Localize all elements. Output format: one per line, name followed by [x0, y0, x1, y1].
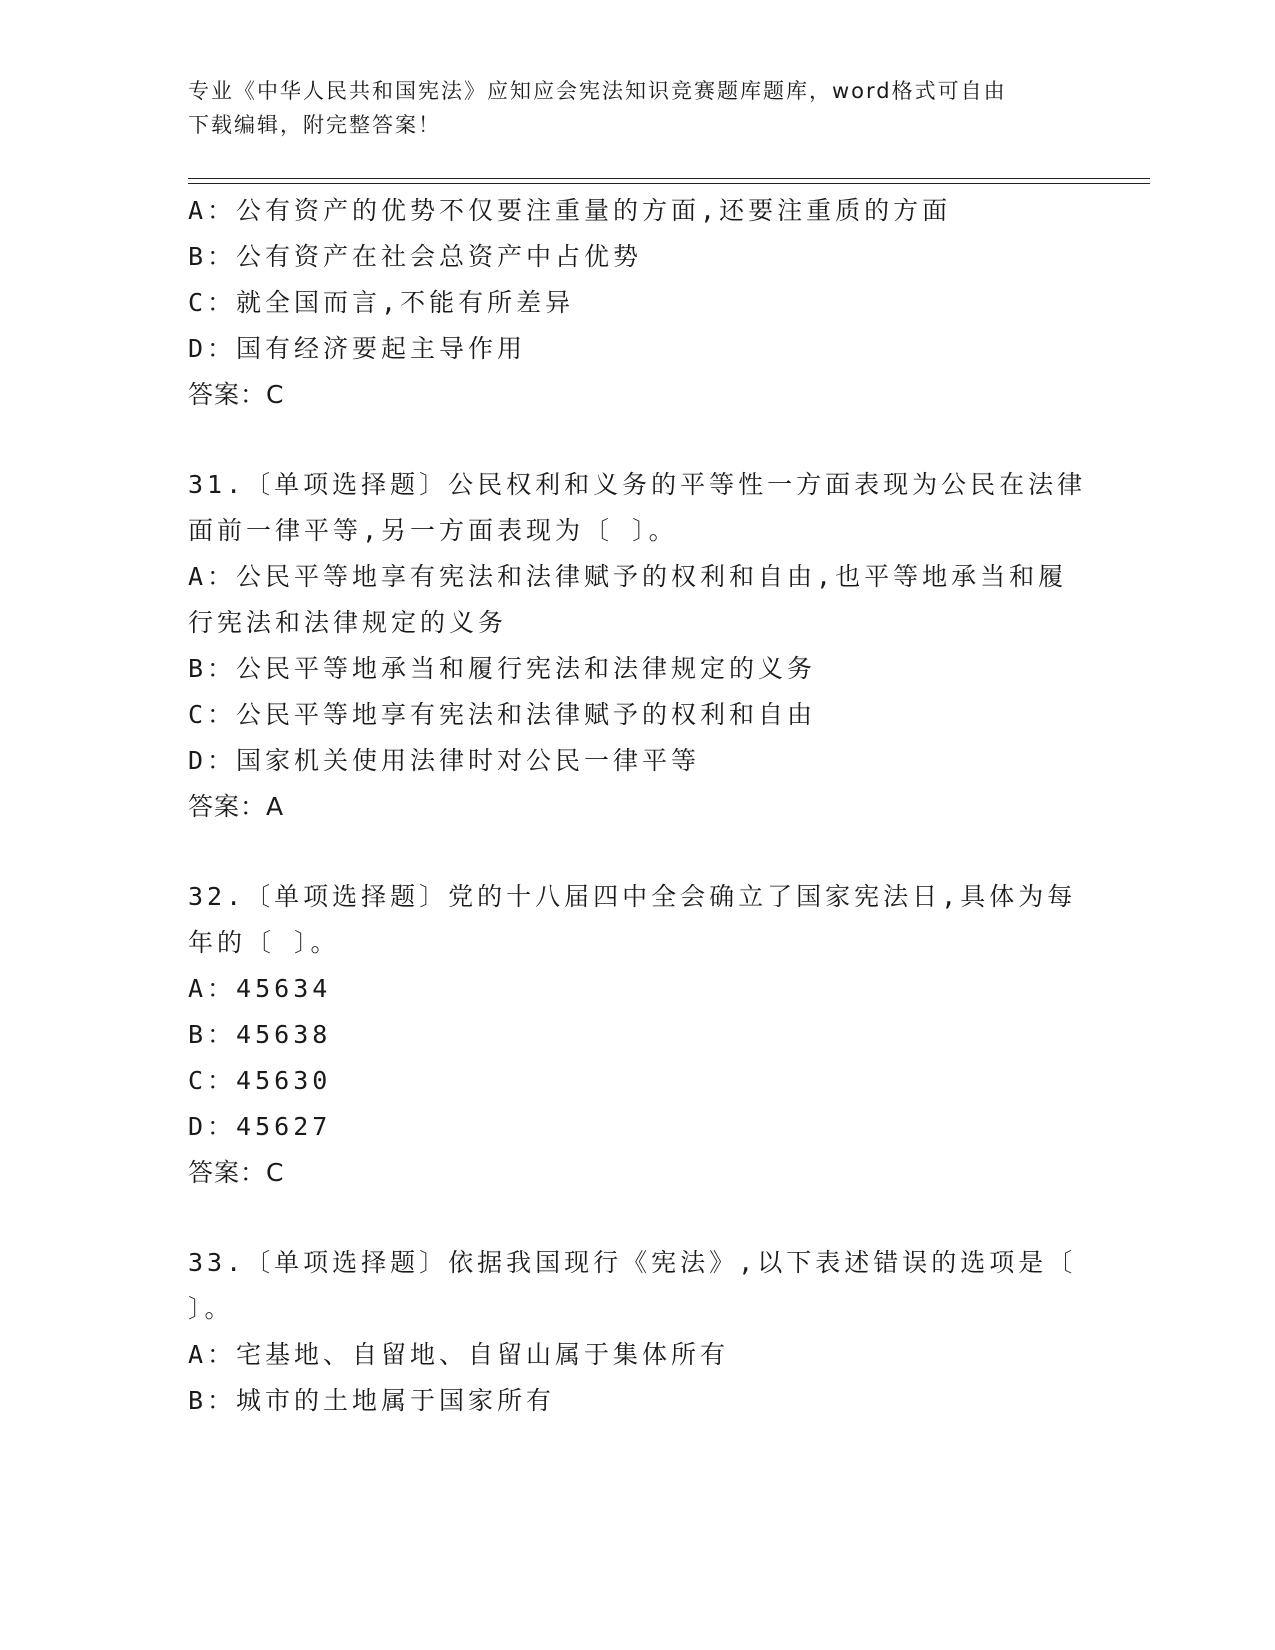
header-line-2: 下载编辑，附完整答案！: [188, 113, 441, 137]
question-33: [188, 1240, 1088, 1424]
header-line-1: 专业《中华人民共和国宪法》应知应会宪法知识竞赛题库题库，word格式可自由: [188, 79, 1007, 103]
option-a: A：宅基地、自留地、自留山属于集体所有: [188, 1340, 730, 1369]
question-31: [188, 462, 1088, 830]
question-stem-cont: 年的〔 〕。: [188, 928, 340, 957]
option-d: D：国有经济要起主导作用: [188, 334, 527, 363]
option-b: B：公民平等地承当和履行宪法和法律规定的义务: [188, 654, 817, 683]
option-b: B：公有资产在社会总资产中占优势: [188, 242, 643, 271]
question-list: [188, 188, 1088, 1424]
spacer: [188, 1196, 1088, 1240]
option-a-cont: 行宪法和法律规定的义务: [188, 608, 508, 637]
question-30: [188, 188, 1088, 418]
option-a: A：公有资产的优势不仅要注重量的方面,还要注重质的方面: [188, 196, 952, 225]
spacer: [188, 418, 1088, 462]
question-stem: 32.〔单项选择题〕党的十八届四中全会确立了国家宪法日,具体为每: [188, 882, 1077, 911]
option-d: D：国家机关使用法律时对公民一律平等: [188, 746, 701, 775]
option-c: C：公民平等地享有宪法和法律赋予的权利和自由: [188, 700, 817, 729]
option-c: C：就全国而言,不能有所差异: [188, 288, 575, 317]
answer: 答案：A: [188, 792, 285, 821]
option-b: B：45638: [188, 1020, 332, 1049]
question-stem: 33.〔单项选择题〕依据我国现行《宪法》,以下表述错误的选项是〔: [188, 1248, 1077, 1277]
answer: 答案：C: [188, 1158, 285, 1187]
question-stem-cont: 〕。: [188, 1294, 234, 1323]
option-a: A：公民平等地享有宪法和法律赋予的权利和自由,也平等地承当和履: [188, 562, 1068, 591]
option-a: A：45634: [188, 974, 332, 1003]
answer: 答案：C: [188, 380, 285, 409]
spacer: [188, 830, 1088, 874]
document-header: [188, 74, 1088, 142]
option-c: C：45630: [188, 1066, 332, 1095]
header-rule-bottom: [188, 183, 1150, 184]
option-d: D：45627: [188, 1112, 332, 1141]
question-32: [188, 874, 1088, 1196]
question-stem: 31.〔单项选择题〕公民权利和义务的平等性一方面表现为公民在法律: [188, 470, 1087, 499]
header-rule-top: [188, 178, 1150, 179]
question-stem-cont: 面前一律平等,另一方面表现为〔 〕。: [188, 516, 678, 545]
option-b: B：城市的土地属于国家所有: [188, 1386, 556, 1415]
